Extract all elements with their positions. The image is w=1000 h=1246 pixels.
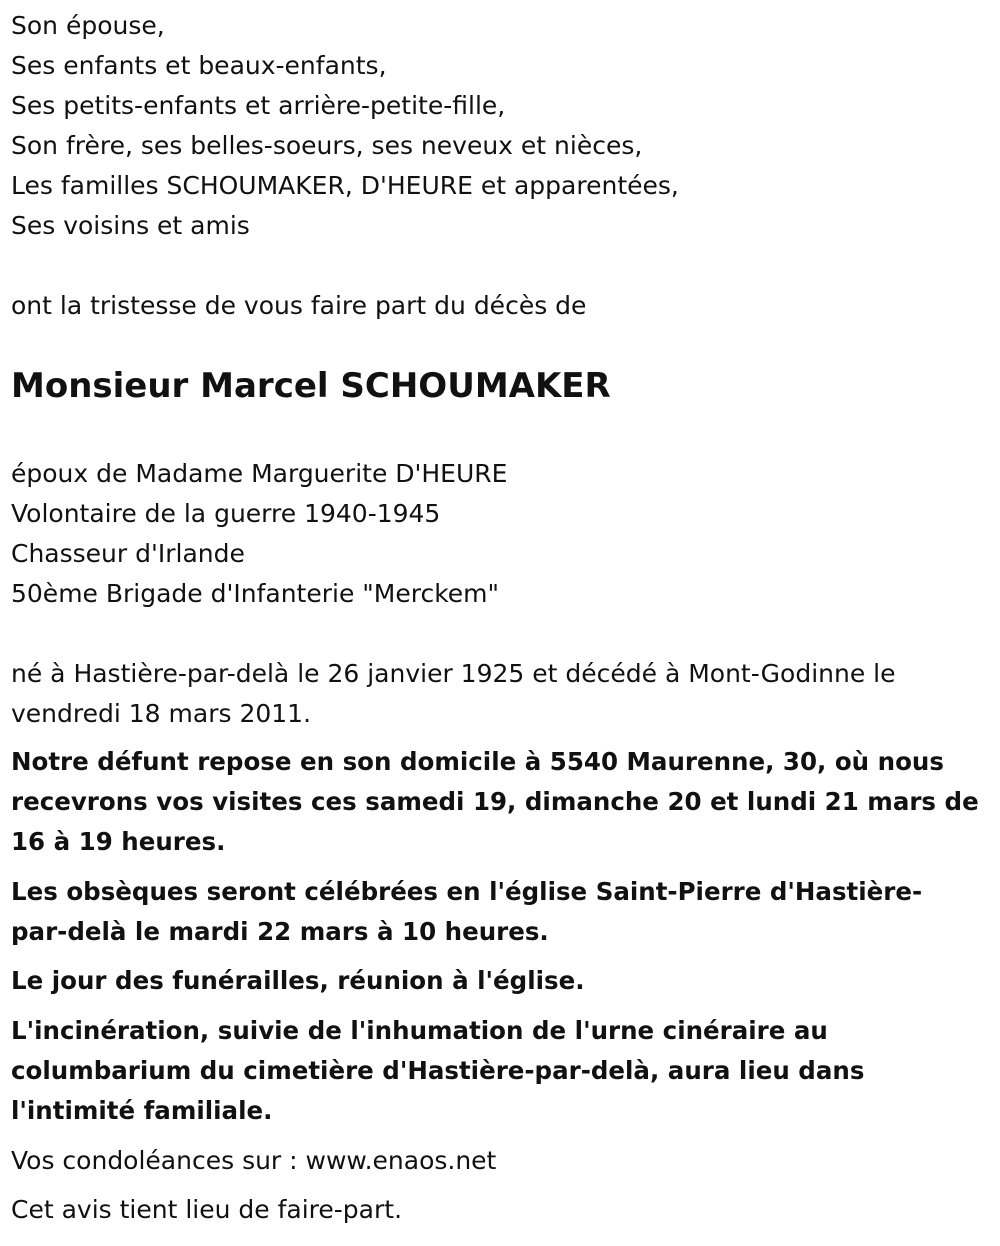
- family-line: Son épouse,: [11, 11, 165, 40]
- family-line: Ses petits-enfants et arrière-petite-fille,: [11, 91, 506, 120]
- detail-line: Volontaire de la guerre 1940-1945: [11, 499, 441, 528]
- family-list: [11, 6, 679, 246]
- family-line: Les familles SCHOUMAKER, D'HEURE et apparentées,: [11, 171, 679, 200]
- birth-death-text: né à Hastière-par-delà le 26 janvier 1925 et décédé à Mont-Godinne le vendredi 18 mars 2011.: [11, 659, 896, 728]
- deceased-details: [11, 454, 507, 614]
- family-line: Son frère, ses belles-soeurs, ses neveux et nièces,: [11, 131, 643, 160]
- deceased-name: Monsieur Marcel SCHOUMAKER: [11, 366, 611, 406]
- family-line: Ses enfants et beaux-enfants,: [11, 51, 387, 80]
- detail-line: Chasseur d'Irlande: [11, 539, 245, 568]
- condolences-text: Vos condoléances sur : www.enaos.net: [11, 1146, 497, 1175]
- meeting-text: Le jour des funérailles, réunion à l'église.: [11, 966, 585, 995]
- closing-text: Cet avis tient lieu de faire-part.: [11, 1195, 403, 1224]
- family-line: Ses voisins et amis: [11, 211, 250, 240]
- cremation-text: L'incinération, suivie de l'inhumation de l'urne cinéraire au columbarium du cimetière d'Hastière-par-delà, aura lieu dans l'intimité familiale.: [11, 1016, 865, 1125]
- funeral-text: Les obsèques seront célébrées en l'église Saint-Pierre d'Hastière-par-delà le mardi 22 mars à 10 heures.: [11, 877, 923, 946]
- announcement-text: ont la tristesse de vous faire part du décès de: [11, 291, 587, 320]
- visitation-text: Notre défunt repose en son domicile à 5540 Maurenne, 30, où nous recevrons vos visites ces samedi 19, dimanche 20 et lundi 21 mars de 16 à 19 heures.: [11, 747, 979, 856]
- detail-line: époux de Madame Marguerite D'HEURE: [11, 459, 508, 488]
- detail-line: 50ème Brigade d'Infanterie "Merckem": [11, 579, 500, 608]
